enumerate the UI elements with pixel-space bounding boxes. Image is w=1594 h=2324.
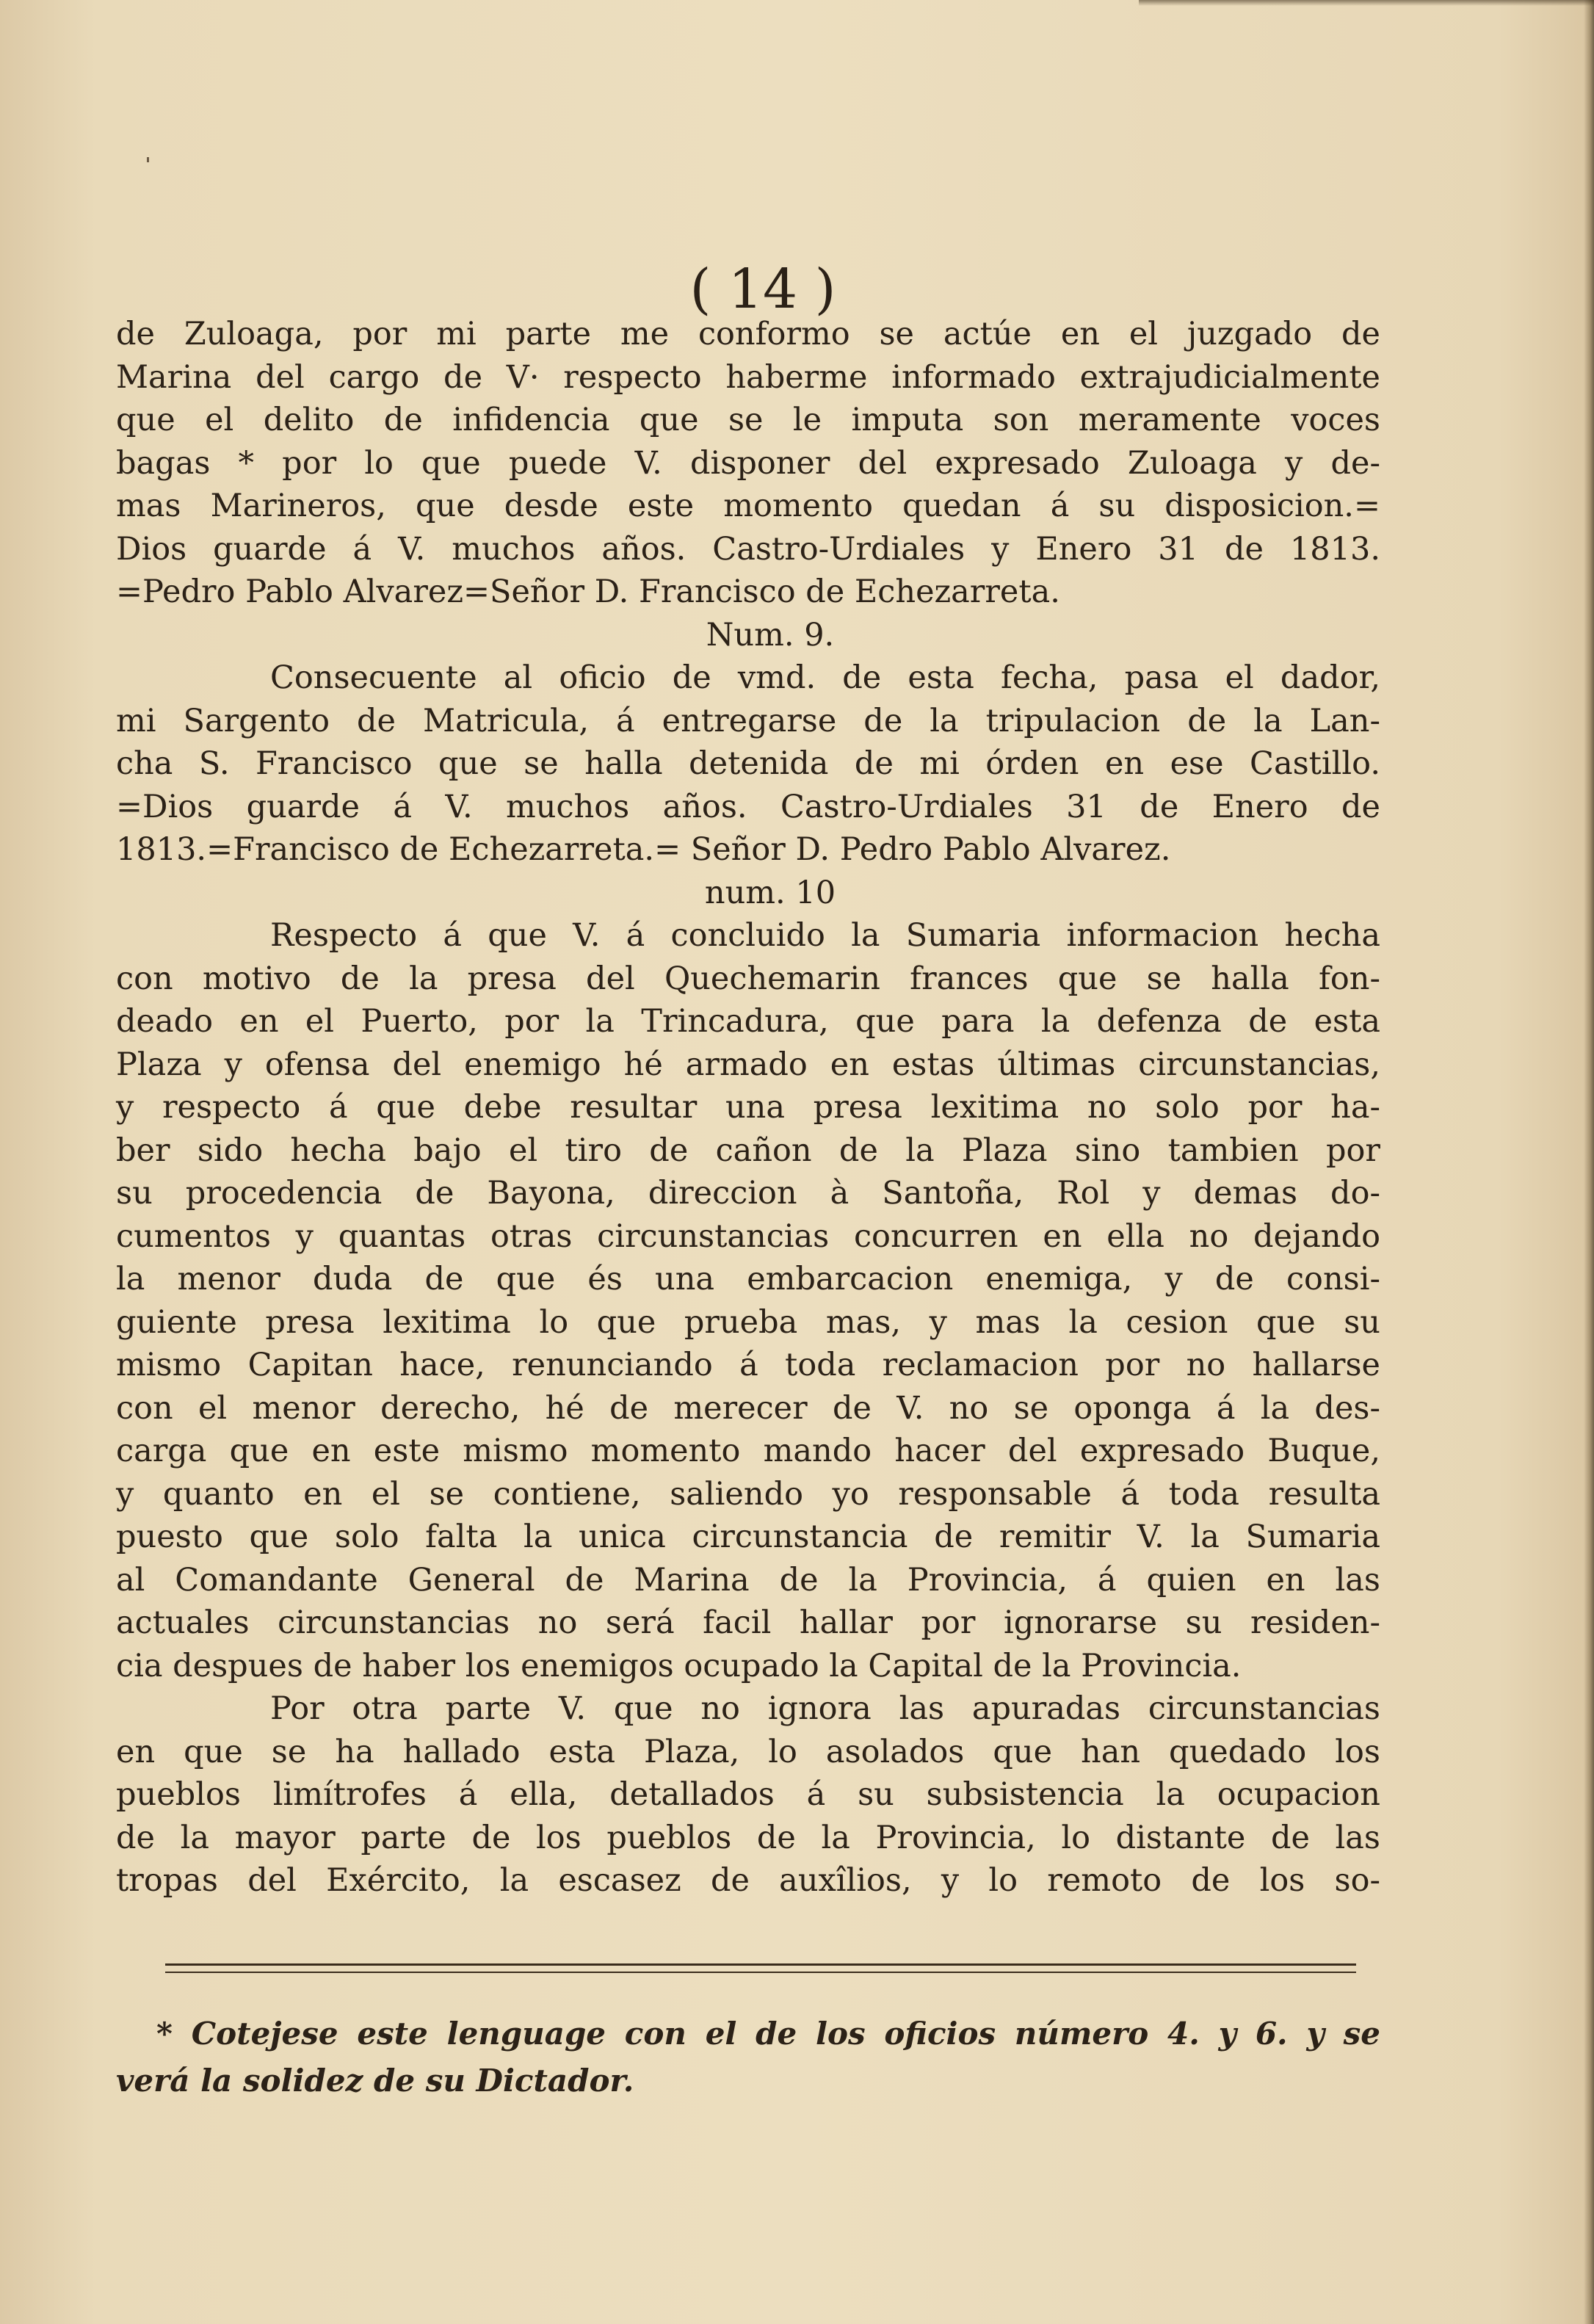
text-line: su procedencia de Bayona, direccion à Santoña, Rol y demas do- [116, 1175, 1380, 1212]
text-line: cumentos y quantas otras circunstancias concurren en ella no dejando [116, 1217, 1380, 1255]
text-line: en que se ha hallado esta Plaza, lo asolados que han quedado los [116, 1733, 1380, 1770]
text-line: Por otra parte V. que no ignora las apuradas circunstancias [270, 1690, 1380, 1727]
section-heading-num-9: Num. 9. [706, 616, 835, 654]
page-edge-shadow [1584, 0, 1594, 2324]
footnote-line: * Cotejese este lenguage con el de los oficios número 4. y 6. y se [156, 2016, 1380, 2052]
text-line: Dios guarde á V. muchos años. Castro-Urdiales y Enero 31 de 1813. [116, 530, 1380, 568]
text-line: mismo Capitan hace, renunciando á toda reclamacion por no hallarse [116, 1347, 1380, 1383]
text-line: con el menor derecho, hé de merecer de V. no se oponga á la des- [116, 1389, 1380, 1427]
text-line: de Zuloaga, por mi parte me conformo se actúe en el juzgado de [116, 316, 1380, 352]
footnote [116, 2010, 1380, 2104]
page-top-shadow [1139, 0, 1594, 6]
text-line: Consecuente al oficio de vmd. de esta fecha, pasa el dador, [270, 659, 1380, 696]
text-line: mas Marineros, que desde este momento quedan á su disposicion.= [116, 488, 1380, 524]
text-line: 1813.=Francisco de Echezarreta.= Señor D. Pedro Pablo Alvarez. [116, 831, 1171, 868]
text-line: y quanto en el se contiene, saliendo yo responsable á toda resulta [116, 1475, 1380, 1513]
text-line: tropas del Exército, la escasez de auxîlios, y lo remoto de los so- [116, 1862, 1380, 1899]
text-line: Plaza y ofensa del enemigo hé armado en estas últimas circunstancias, [116, 1046, 1380, 1083]
page-number: ( 14 ) [689, 258, 836, 321]
text-line: de la mayor parte de los pueblos de la Provincia, lo distante de las [116, 1819, 1380, 1856]
text-line: mi Sargento de Matricula, á entregarse de la tripulacion de la Lan- [116, 702, 1380, 739]
text-line: Respecto á que V. á concluido la Sumaria informacion hecha [270, 917, 1380, 954]
text-line: ber sido hecha bajo el tiro de cañon de la Plaza sino tambien por [116, 1132, 1380, 1169]
text-line: pueblos limítrofes á ella, detallados á su subsistencia la ocupacion [116, 1776, 1380, 1813]
text-line: carga que en este mismo momento mando hacer del expresado Buque, [116, 1433, 1380, 1469]
footnote-rule [165, 1963, 1356, 1973]
text-line: =Dios guarde á V. muchos años. Castro-Urdiales 31 de Enero de [116, 788, 1380, 825]
text-line: cha S. Francisco que se halla detenida de mi órden en ese Castillo. [116, 745, 1380, 782]
body-text [116, 258, 1380, 1903]
text-line: actuales circunstancias no será facil hallar por ignorarse su residen- [116, 1604, 1380, 1641]
text-line: bagas * por lo que puede V. disponer del expresado Zuloaga y de- [116, 444, 1380, 482]
text-line: la menor duda de que és una embarcacion enemiga, y de consi- [116, 1261, 1380, 1297]
text-line: deado en el Puerto, por la Trincadura, que para la defenza de esta [116, 1003, 1380, 1040]
text-line: puesto que solo falta la unica circunstancia de remitir V. la Sumaria [116, 1518, 1380, 1555]
text-line: y respecto á que debe resultar una presa lexitima no solo por ha- [116, 1089, 1380, 1126]
text-line: =Pedro Pablo Alvarez=Señor D. Francisco de Echezarreta. [116, 573, 1060, 610]
text-line: guiente presa lexitima lo que prueba mas, y mas la cesion que su [116, 1303, 1380, 1341]
text-line: cia despues de haber los enemigos ocupado la Capital de la Provincia. [116, 1647, 1242, 1684]
text-line: que el delito de infidencia que se le imputa son meramente voces [116, 402, 1380, 438]
ink-speck [147, 157, 149, 162]
footnote-line: verá la solidez de su Dictador. [116, 2063, 634, 2099]
text-line: Marina del cargo de V· respecto haberme informado extrajudicialmente [116, 358, 1380, 396]
text-line: al Comandante General de Marina de la Provincia, á quien en las [116, 1561, 1380, 1599]
text-line: con motivo de la presa del Quechemarin frances que se halla fon- [116, 960, 1380, 997]
section-heading-num-10: num. 10 [704, 874, 836, 911]
